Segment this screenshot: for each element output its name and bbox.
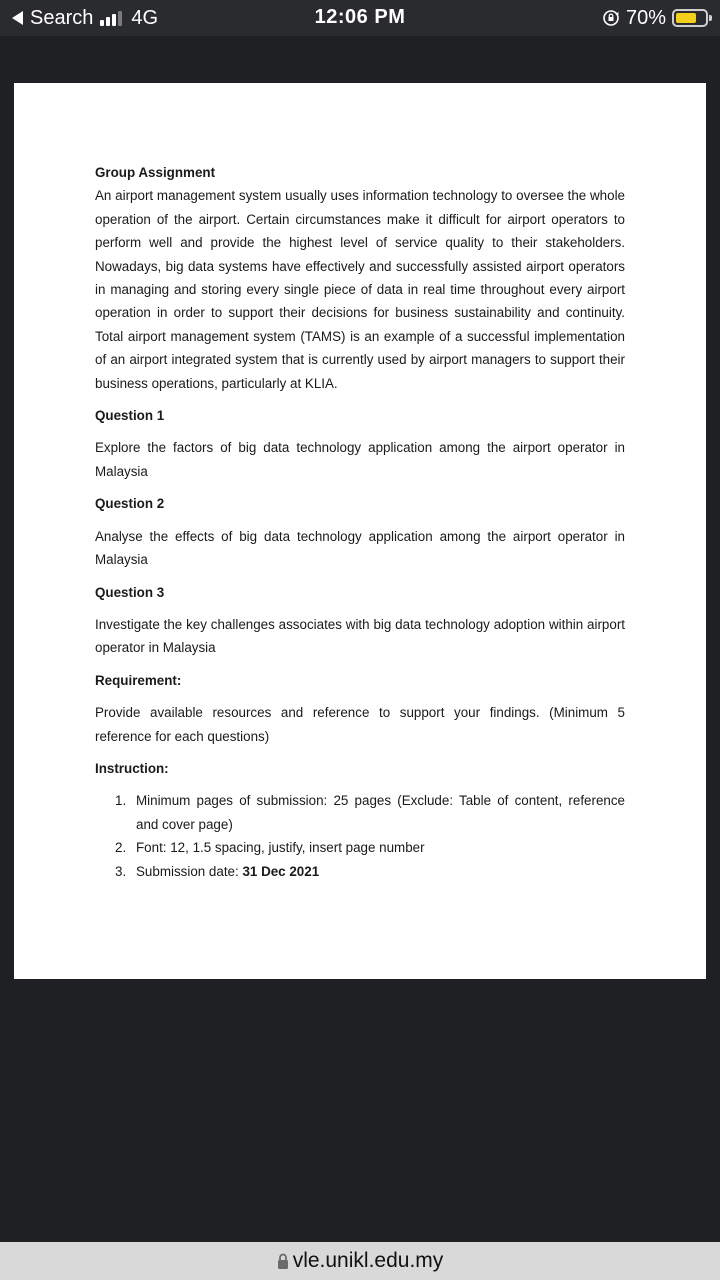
spacer xyxy=(95,427,625,436)
signal-bar xyxy=(112,14,116,26)
battery-percent: 70% xyxy=(625,6,666,29)
question-2-text: Analyse the effects of big data technology application among the airport operator in Malaysia xyxy=(95,528,625,568)
cellular-signal-icon xyxy=(100,10,124,26)
instruction-item xyxy=(95,860,625,883)
back-label[interactable]: Search xyxy=(30,6,94,29)
document-page xyxy=(14,83,706,979)
rotation-lock-icon xyxy=(602,9,620,27)
spacer xyxy=(95,748,625,757)
spacer xyxy=(95,780,625,789)
clock: 12:06 PM xyxy=(314,6,406,28)
status-bar xyxy=(0,0,720,36)
back-arrow-icon[interactable] xyxy=(12,11,23,25)
instruction-number: 2. xyxy=(115,840,127,856)
requirement-heading: Requirement: xyxy=(95,672,182,688)
question-1-text: Explore the factors of big data technology application among the airport operator in Malaysia xyxy=(95,440,625,479)
intro-paragraph: An airport management system usually uses information technology to oversee the whole operation of the airport. Certain circumstances make it difficult for airport operators to perform well and provide the highest level of service quality to their stakeholders. Nowadays, big data systems have effectively and successfully assisted airport operators in managing and storing every single piece of data in real time throughout every airport operation in order to support their decisions for business sustainability and continuity. Total airport management system (TAMS) is an example of a successful implementation of an airport integrated system that is currently used by airport managers to support their business operations, particularly at KLIA. xyxy=(95,188,625,391)
instruction-heading: Instruction: xyxy=(95,760,169,776)
address-bar[interactable] xyxy=(0,1242,720,1280)
submission-date: 31 Dec 2021 xyxy=(242,863,320,879)
instruction-number: 1. xyxy=(115,793,127,809)
instruction-text: Minimum pages of submission: 25 pages (Exclude: Table of content, reference and cover page) xyxy=(136,793,625,832)
network-type: 4G xyxy=(131,6,159,29)
spacer xyxy=(95,604,625,613)
spacer xyxy=(95,483,625,492)
signal-bar xyxy=(118,11,122,26)
instruction-item xyxy=(95,836,625,859)
spacer xyxy=(95,516,625,525)
question-2-heading: Question 2 xyxy=(95,496,165,512)
requirement-text: Provide available resources and reference to support your findings. (Minimum 5 reference for each questions) xyxy=(95,705,625,744)
battery-cap xyxy=(709,15,712,21)
instruction-number: 3. xyxy=(115,863,127,879)
battery-level xyxy=(676,13,696,23)
instruction-text: Submission date: xyxy=(136,863,243,879)
document-title: Group Assignment xyxy=(95,165,216,180)
spacer xyxy=(95,572,625,581)
back-to-search[interactable] xyxy=(12,6,158,30)
instruction-text: Font: 12, 1.5 spacing, justify, insert page number xyxy=(136,840,425,856)
status-right-group xyxy=(602,6,708,30)
signal-bar xyxy=(106,17,110,26)
question-3-heading: Question 3 xyxy=(95,584,165,600)
question-3-text: Investigate the key challenges associates with big data technology adoption within airport operator in Malaysia xyxy=(95,616,625,656)
instruction-list xyxy=(95,789,625,883)
spacer xyxy=(95,660,625,669)
url-text[interactable]: vle.unikl.edu.my xyxy=(292,1249,444,1272)
spacer xyxy=(95,692,625,701)
battery-icon xyxy=(672,9,708,27)
padlock-icon xyxy=(277,1252,289,1270)
document-content xyxy=(95,161,625,883)
question-1-heading: Question 1 xyxy=(95,408,165,424)
instruction-item xyxy=(95,789,625,836)
signal-bar xyxy=(100,20,104,26)
spacer xyxy=(95,395,625,404)
